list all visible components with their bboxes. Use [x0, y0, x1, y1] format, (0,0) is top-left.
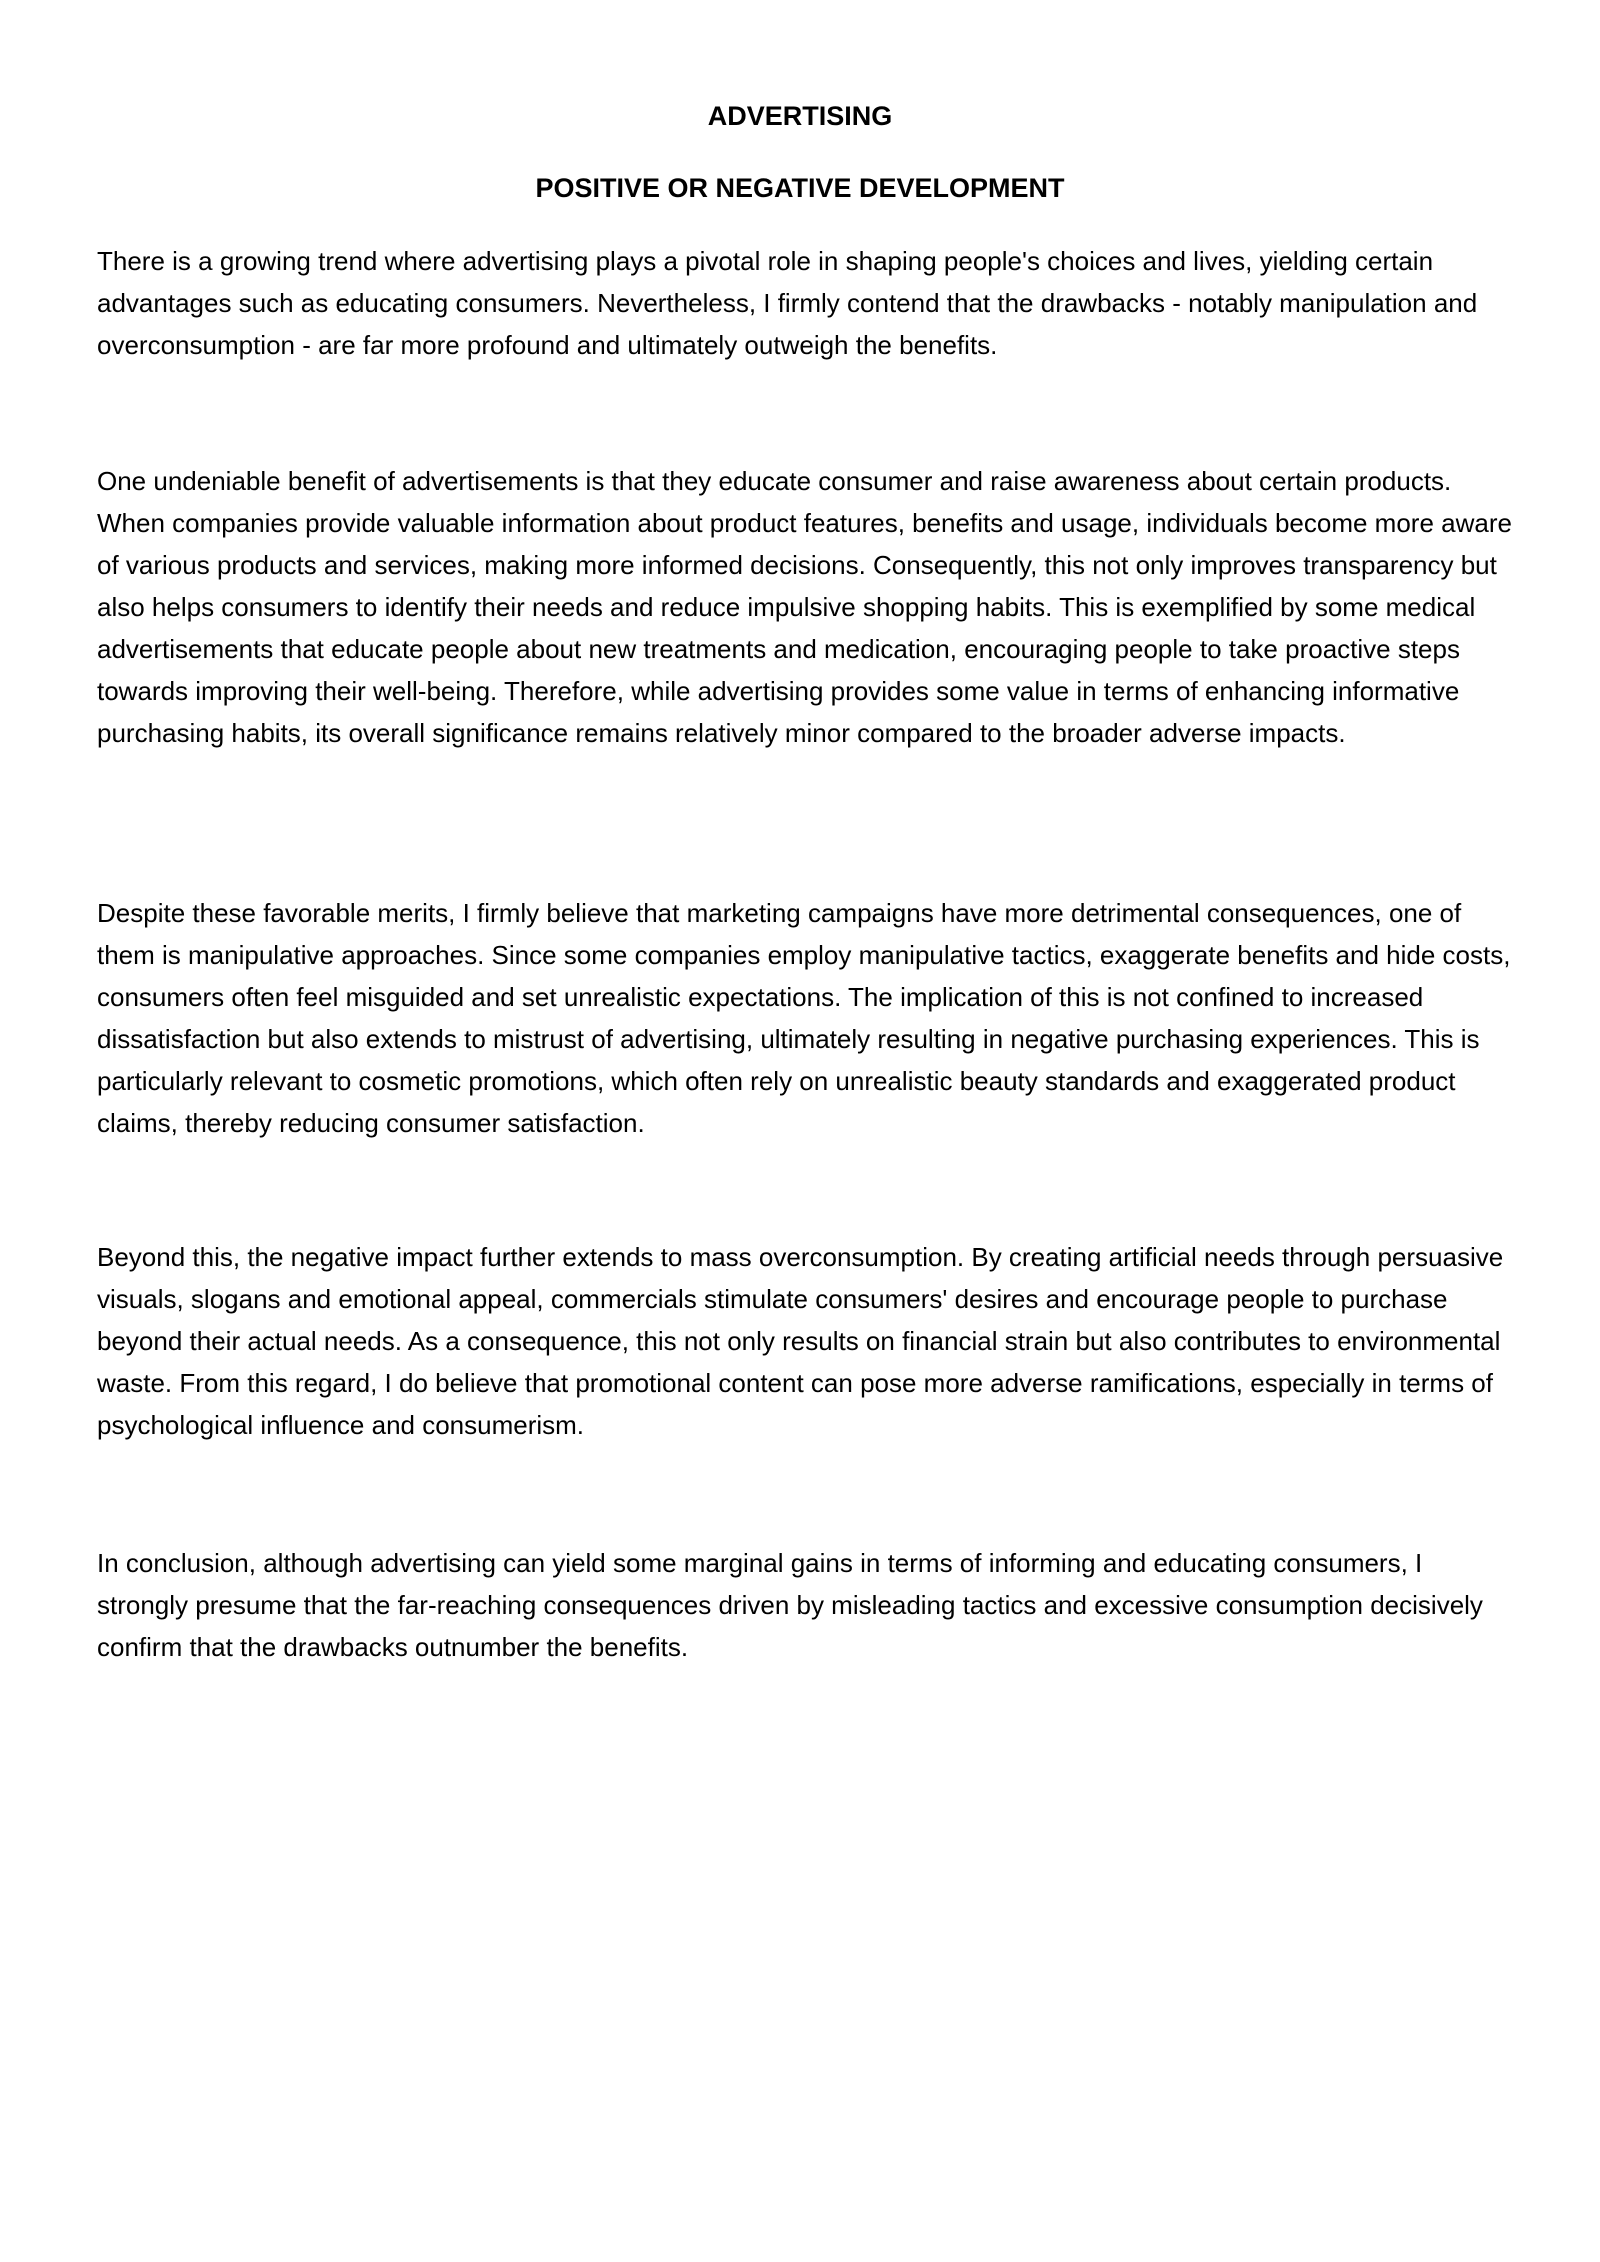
paragraph-conclusion: In conclusion, although advertising can yield some marginal gains in terms of informing and educating consumers, I strongly presume that the far-reaching consequences driven by misleading tactics and excessive consumption decisively confirm that the drawbacks outnumber the benefits.	[97, 1548, 1483, 1662]
paragraph-manipulation: Despite these favorable merits, I firmly believe that marketing campaigns have more detrimental consequences, one of them is manipulative approaches. Since some companies employ manipulative tactics, exaggerate benefits and hide costs, consumers often feel misguided and set unrealistic expectations. The implication of this is not confined to increased dissatisfaction but also extends to mistrust of advertising, ultimately resulting in negative purchasing experiences. This is particularly relevant to cosmetic promotions, which often rely on unrealistic beauty standards and exaggerated product claims, thereby reducing consumer satisfaction.	[97, 898, 1511, 1138]
document-subtitle: POSITIVE OR NEGATIVE DEVELOPMENT	[535, 173, 1065, 203]
document-title: ADVERTISING	[707, 101, 893, 131]
paragraph-introduction: There is a growing trend where advertising plays a pivotal role in shaping people's choices and lives, yielding certain advantages such as educating consumers. Nevertheless, I firmly contend that the drawbacks - notably manipulation and overconsumption - are far more profound and ultimately outweigh the benefits.	[97, 246, 1478, 360]
paragraph-overconsumption: Beyond this, the negative impact further extends to mass overconsumption. By creating artificial needs through persuasive visuals, slogans and emotional appeal, commercials stimulate consumers' desires and encourage people to purchase beyond their actual needs. As a consequence, this not only results on financial strain but also contributes to environmental waste. From this regard, I do believe that promotional content can pose more adverse ramifications, especially in terms of psychological influence and consumerism.	[97, 1242, 1504, 1440]
paragraph-benefits: One undeniable benefit of advertisements is that they educate consumer and raise awareness about certain products. When companies provide valuable information about product features, benefits and usage, individuals become more aware of various products and services, making more informed decisions. Consequently, this not only improves transparency but also helps consumers to identify their needs and reduce impulsive shopping habits. This is exemplified by some medical advertisements that educate people about new treatments and medication, encouraging people to take proactive steps towards improving their well-being. Therefore, while advertising provides some value in terms of enhancing informative purchasing habits, its overall significance remains relatively minor compared to the broader adverse impacts.	[97, 466, 1512, 748]
